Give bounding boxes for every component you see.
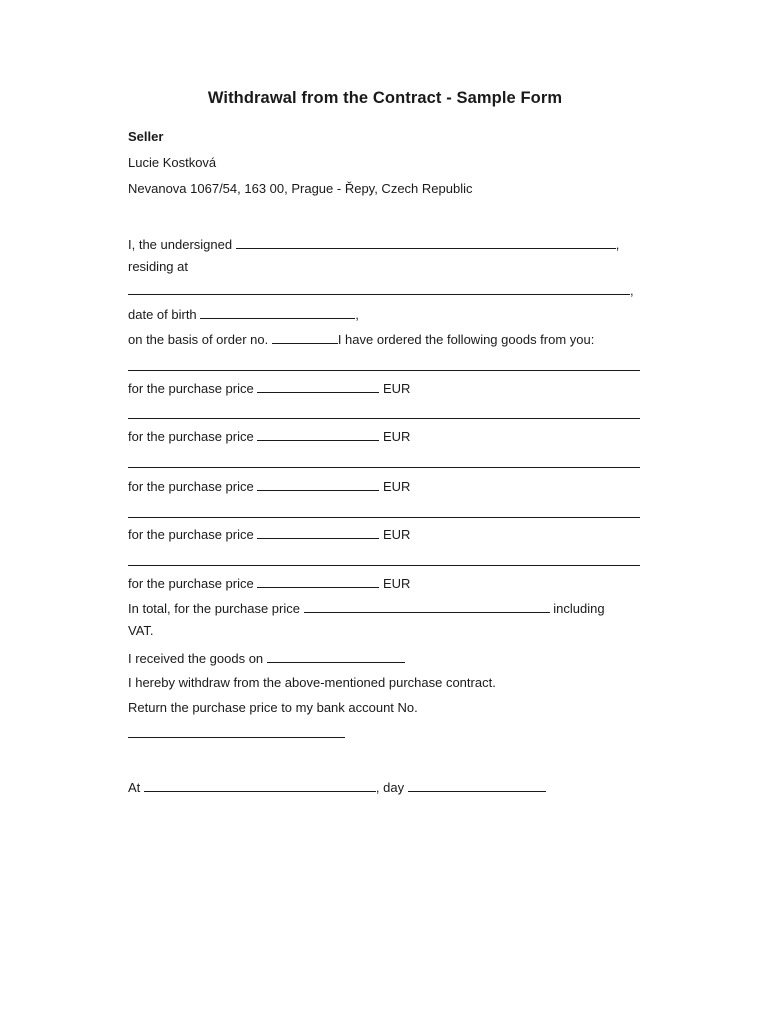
undersigned-label: I, the undersigned (128, 237, 233, 252)
return-statement: Return the purchase price to my bank account No. (128, 700, 418, 715)
price-row-1 (128, 379, 410, 397)
withdraw-statement: I hereby withdraw from the above-mentioned purchase contract. (128, 675, 496, 690)
price-field-3[interactable] (257, 477, 379, 491)
price-label: for the purchase price (128, 576, 254, 591)
price-field-2[interactable] (257, 427, 379, 441)
goods-line-3[interactable] (128, 467, 640, 468)
signature-row (128, 778, 546, 796)
price-row-4 (128, 525, 410, 543)
seller-name: Lucie Kostková (128, 155, 217, 170)
including-label: including (553, 601, 605, 616)
currency-label: EUR (382, 527, 411, 542)
goods-line-5[interactable] (128, 565, 640, 566)
dob-label: date of birth (128, 307, 197, 322)
price-field-5[interactable] (257, 574, 379, 588)
residing-label: residing at (128, 259, 188, 274)
goods-line-1[interactable] (128, 370, 640, 371)
at-label: At (128, 780, 141, 795)
vat-label: VAT. (128, 623, 154, 638)
order-number-field[interactable] (272, 330, 338, 344)
dob-field[interactable] (200, 305, 355, 319)
price-label: for the purchase price (128, 381, 254, 396)
dob-row (128, 305, 359, 323)
price-row-3 (128, 477, 410, 495)
undersigned-row (128, 235, 619, 253)
bank-account-field[interactable] (128, 737, 345, 738)
residence-address-field[interactable] (128, 281, 630, 295)
day-label: , day (375, 780, 405, 795)
price-row-2 (128, 427, 410, 445)
price-field-4[interactable] (257, 525, 379, 539)
comma: , (630, 283, 634, 298)
comma: , (355, 307, 359, 322)
currency-label: EUR (382, 576, 411, 591)
received-label: I received the goods on (128, 651, 264, 666)
received-date-field[interactable] (267, 649, 405, 663)
order-row (128, 330, 594, 348)
page-title: Withdrawal from the Contract - Sample Form (207, 89, 563, 107)
price-field-1[interactable] (257, 379, 379, 393)
seller-address: Nevanova 1067/54, 163 00, Prague - Řepy, Czech Republic (128, 181, 473, 196)
currency-label: EUR (382, 479, 411, 494)
currency-label: EUR (382, 429, 411, 444)
goods-line-4[interactable] (128, 517, 640, 518)
comma: , (615, 237, 620, 252)
day-field[interactable] (408, 778, 546, 792)
price-label: for the purchase price (128, 429, 254, 444)
place-field[interactable] (144, 778, 376, 792)
undersigned-name-field[interactable] (236, 235, 616, 249)
order-suffix: I have ordered the following goods from you: (337, 332, 595, 347)
price-label: for the purchase price (128, 479, 254, 494)
price-row-5 (128, 574, 410, 592)
total-row (128, 599, 605, 617)
price-label: for the purchase price (128, 527, 254, 542)
currency-label: EUR (382, 381, 411, 396)
goods-line-2[interactable] (128, 418, 640, 419)
total-price-field[interactable] (304, 599, 550, 613)
residence-row (128, 281, 634, 299)
seller-heading: Seller (128, 129, 164, 144)
received-row (128, 649, 405, 667)
total-label: In total, for the purchase price (128, 601, 300, 616)
order-prefix: on the basis of order no. (128, 332, 269, 347)
